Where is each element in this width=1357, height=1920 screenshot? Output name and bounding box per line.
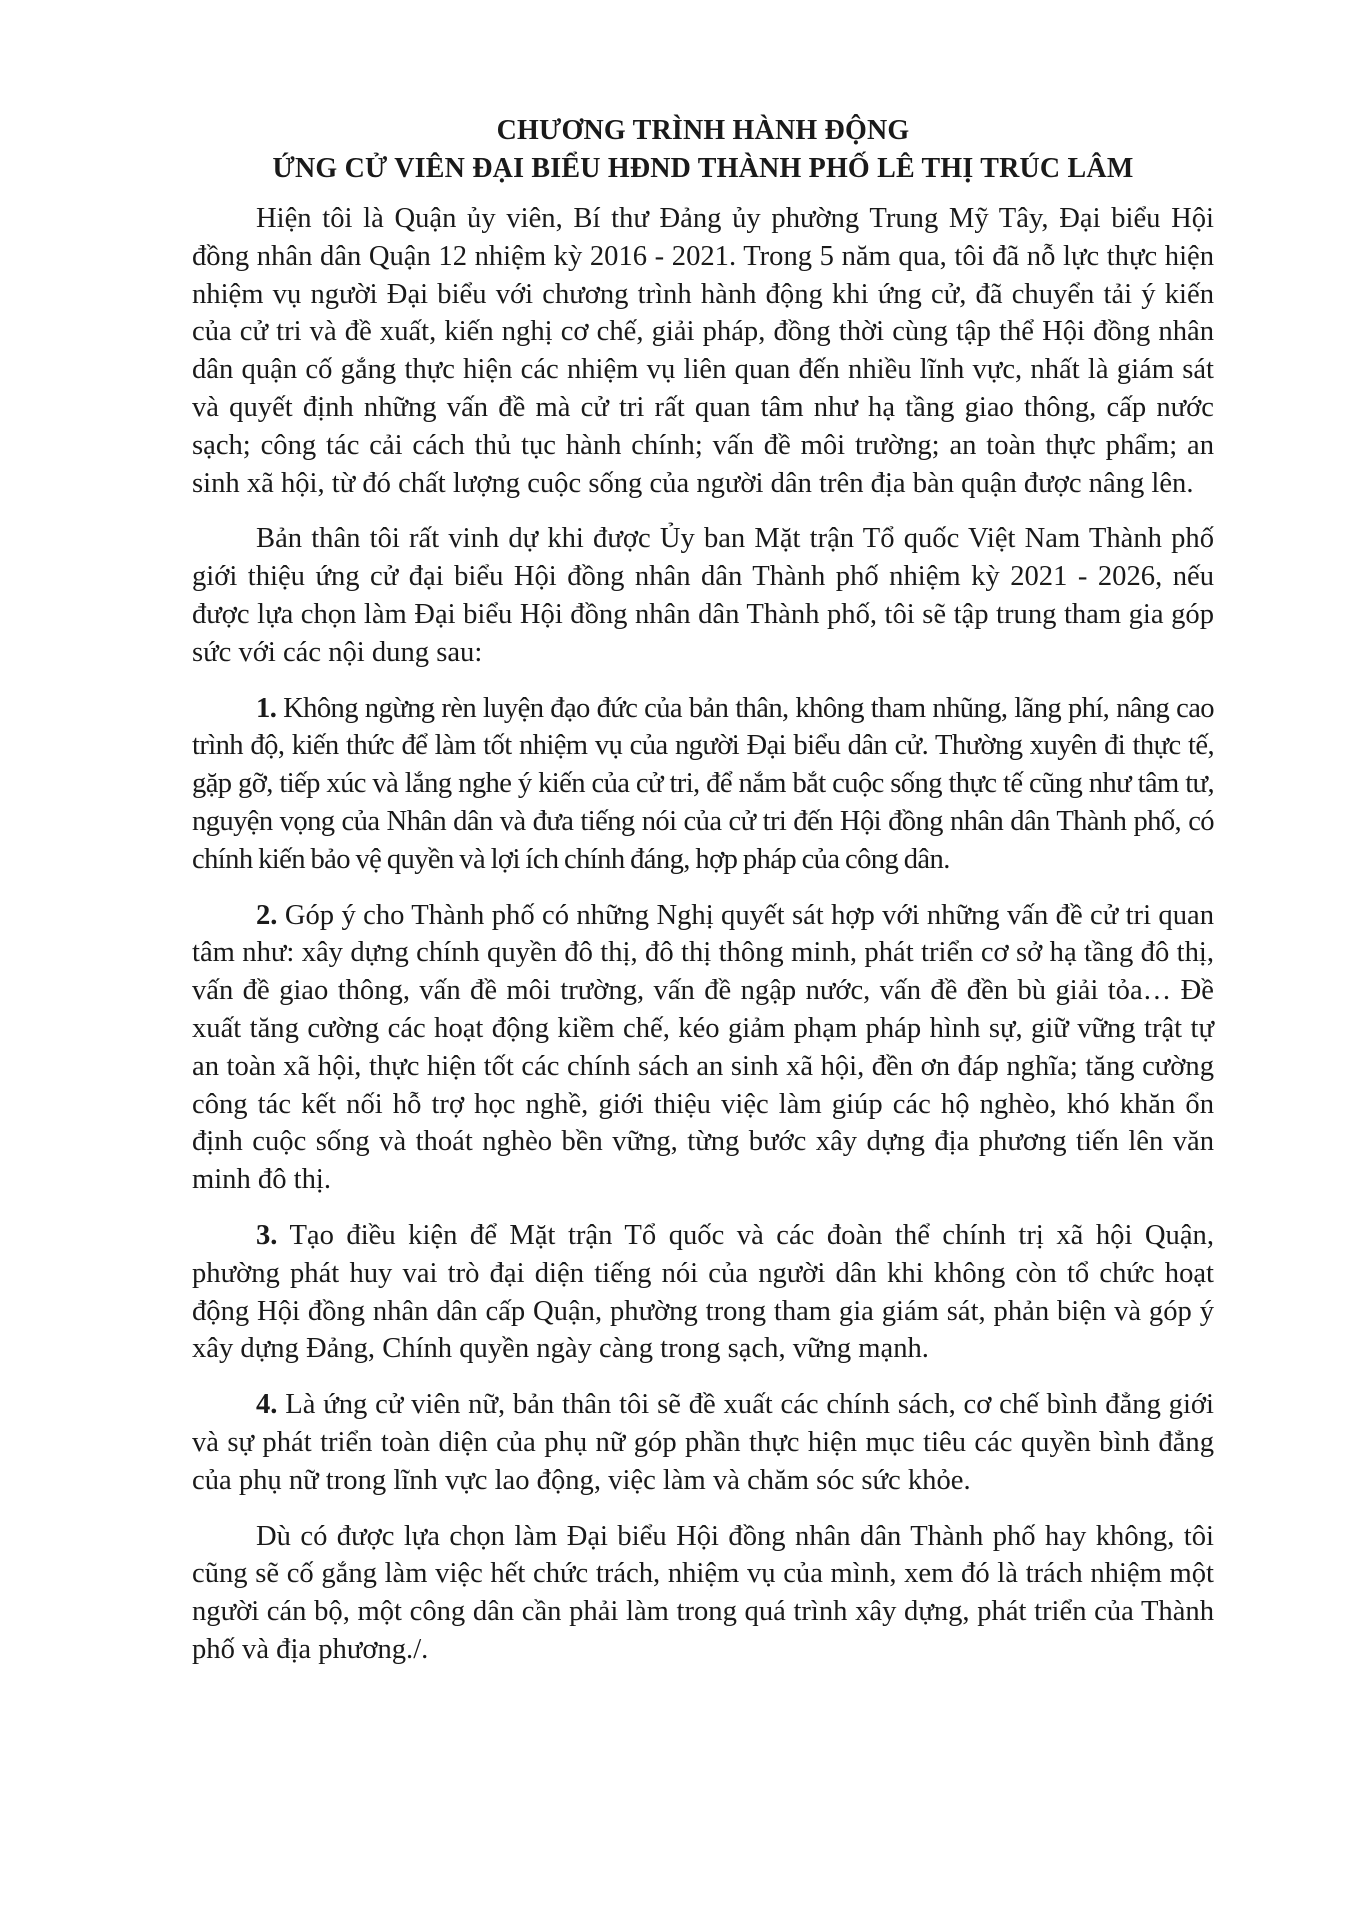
paragraph-nomination	[192, 520, 1214, 671]
paragraph-text: Góp ý cho Thành phố có những Nghị quyết sát hợp với những vấn đề cử tri quan tâm như: xây dựng chính quyền đô thị, đô thị thông minh, phát triển cơ sở hạ tầng đô thị, vấn đề giao thông, vấn đề môi trường, vấn đề ngập nước, vấn đề đền bù giải tỏa… Đề xuất tăng cường các hoạt động kiềm chế, kéo giảm phạm pháp hình sự, giữ vững trật tự an toàn xã hội, thực hiện tốt các chính sách an sinh xã hội, đền ơn đáp nghĩa; tăng cường công tác kết nối hỗ trợ học nghề, giới thiệu việc làm giúp các hộ nghèo, khó khăn ổn định cuộc sống và thoát nghèo bền vững, từng bước xây dựng địa phương tiến lên văn minh đô thị.	[192, 899, 1214, 1196]
title-line-1: CHƯƠNG TRÌNH HÀNH ĐỘNG	[496, 115, 910, 146]
paragraph-text: Là ứng cử viên nữ, bản thân tôi sẽ đề xuất các chính sách, cơ chế bình đẳng giới và sự phát triển toàn diện của phụ nữ góp phần thực hiện mục tiêu các quyền bình đẳng của phụ nữ trong lĩnh vực lao động, việc làm và chăm sóc sức khỏe.	[192, 1389, 1214, 1496]
title-line-2: ỨNG CỬ VIÊN ĐẠI BIỂU HĐND THÀNH PHỐ LÊ THỊ TRÚC LÂM	[272, 153, 1134, 184]
paragraph-intro	[192, 200, 1214, 502]
item-number: 1.	[256, 692, 277, 724]
paragraph-text: Bản thân tôi rất vinh dự khi được Ủy ban Mặt trận Tổ quốc Việt Nam Thành phố giới thiệu ứng cử đại biểu Hội đồng nhân dân Thành phố nhiệm kỳ 2021 - 2026, nếu được lựa chọn làm Đại biểu Hội đồng nhân dân Thành phố, tôi sẽ tập trung tham gia góp sức với các nội dung sau:	[192, 523, 1214, 668]
paragraph-text: Không ngừng rèn luyện đạo đức của bản thân, không tham nhũng, lãng phí, nâng cao trình độ, kiến thức để làm tốt nhiệm vụ của người Đại biểu dân cử. Thường xuyên đi thực tế, gặp gỡ, tiếp xúc và lắng nghe ý kiến của cử tri, để nắm bắt cuộc sống thực tế cũng như tâm tư, nguyện vọng của Nhân dân và đưa tiếng nói của cử tri đến Hội đồng nhân dân Thành phố, có chính kiến bảo vệ quyền và lợi ích chính đáng, hợp pháp của công dân.	[192, 692, 1214, 875]
item-number: 4.	[256, 1389, 278, 1421]
document-title	[192, 112, 1214, 188]
paragraph-text: Tạo điều kiện để Mặt trận Tổ quốc và các đoàn thể chính trị xã hội Quận, phường phát huy vai trò đại diện tiếng nói của người dân khi không còn tổ chức hoạt động Hội đồng nhân dân cấp Quận, phường trong tham gia giám sát, phản biện và góp ý xây dựng Đảng, Chính quyền ngày càng trong sạch, vững mạnh.	[192, 1219, 1214, 1365]
paragraph-item-2	[192, 897, 1214, 1199]
paragraph-closing	[192, 1518, 1214, 1669]
paragraph-item-3	[192, 1217, 1214, 1368]
paragraph-text: Dù có được lựa chọn làm Đại biểu Hội đồng nhân dân Thành phố hay không, tôi cũng sẽ cố gắng làm việc hết chức trách, nhiệm vụ của mình, xem đó là trách nhiệm một người cán bộ, một công dân cần phải làm trong quá trình xây dựng, phát triển của Thành phố và địa phương./.	[192, 1520, 1214, 1665]
paragraph-item-1	[192, 690, 1214, 879]
item-number: 2.	[256, 899, 278, 931]
paragraph-text: Hiện tôi là Quận ủy viên, Bí thư Đảng ủy phường Trung Mỹ Tây, Đại biểu Hội đồng nhân dân Quận 12 nhiệm kỳ 2016 - 2021. Trong 5 năm qua, tôi đã nỗ lực thực hiện nhiệm vụ người Đại biểu với chương trình hành động khi ứng cử, đã chuyển tải ý kiến của cử tri và đề xuất, kiến nghị cơ chế, giải pháp, đồng thời cùng tập thể Hội đồng nhân dân quận cố gắng thực hiện các nhiệm vụ liên quan đến nhiều lĩnh vực, nhất là giám sát và quyết định những vấn đề mà cử tri rất quan tâm như hạ tầng giao thông, cấp nước sạch; công tác cải cách thủ tục hành chính; vấn đề môi trường; an toàn thực phẩm; an sinh xã hội, từ đó chất lượng cuộc sống của người dân trên địa bàn quận được nâng lên.	[192, 203, 1214, 499]
paragraph-item-4	[192, 1386, 1214, 1499]
item-number: 3.	[256, 1219, 278, 1251]
